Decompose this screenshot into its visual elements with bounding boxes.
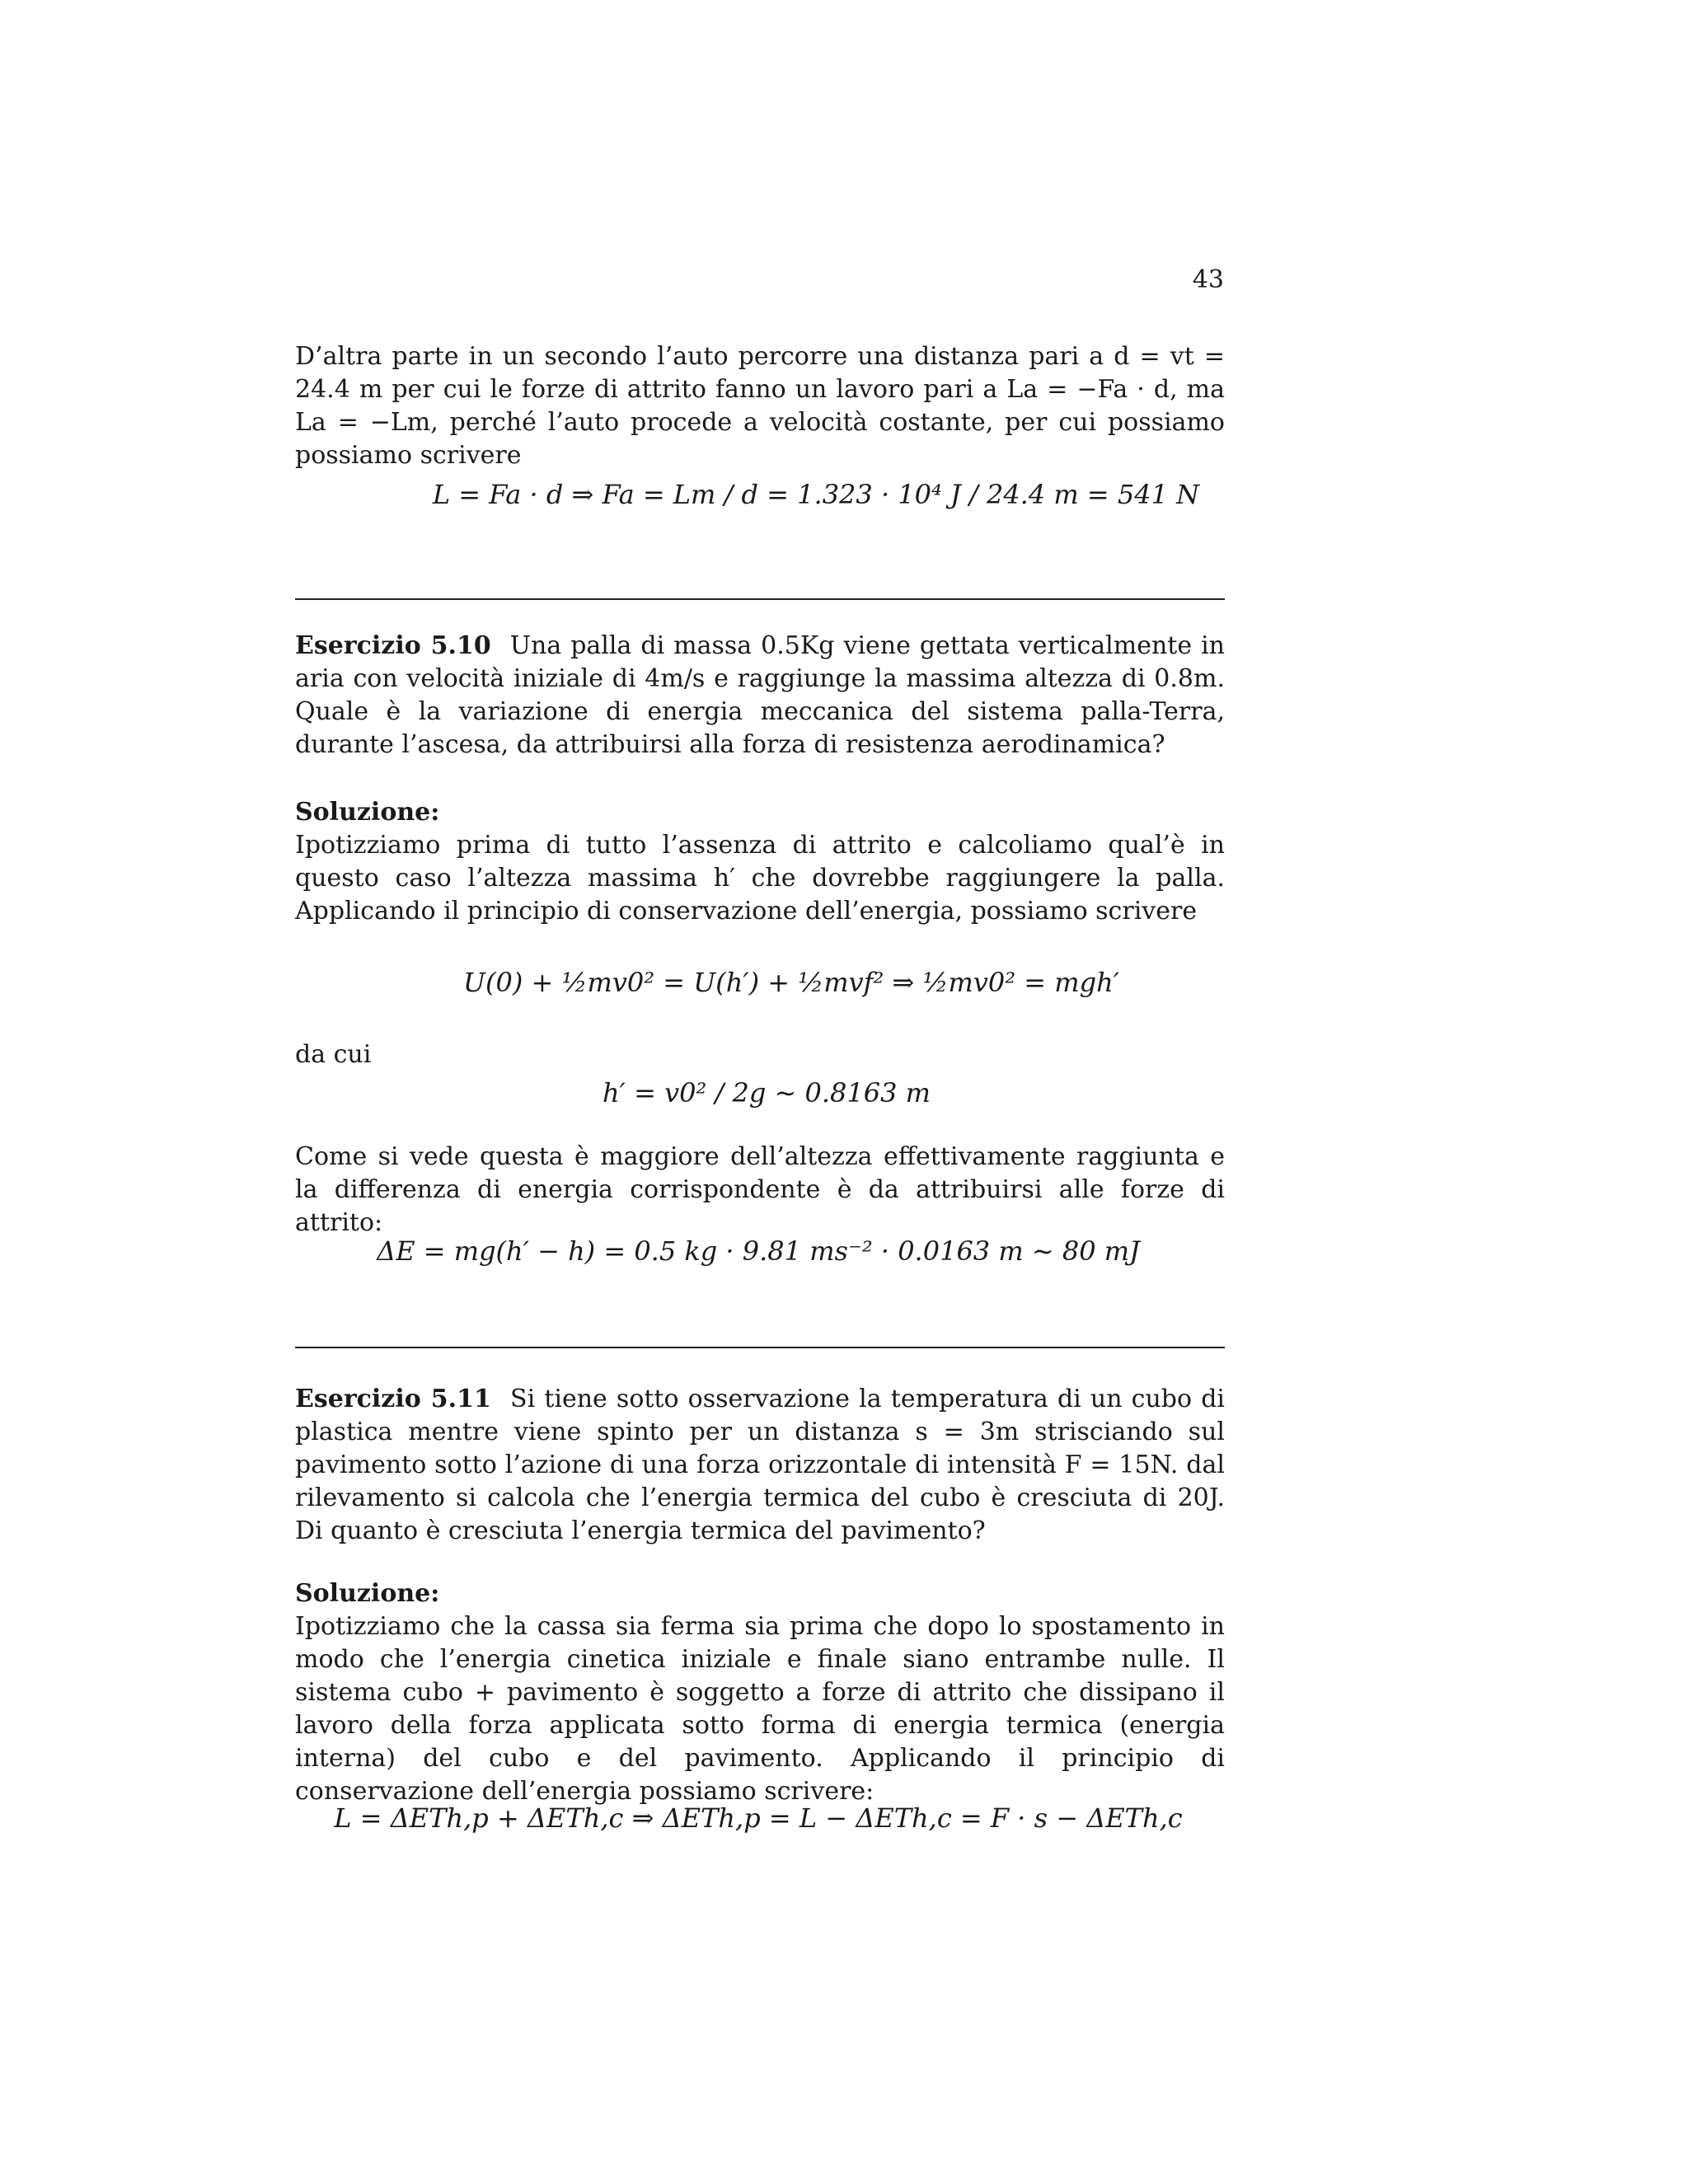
exercise-5-11 [295,1383,1225,1548]
exercise-text: Una palla di massa 0.5Kg viene gettata verticalmente in aria con velocità iniziale di 4m/s e raggiunge la massima altezza di 0.8m. Quale è la variazione di energia meccanica del sistema palla-Terra, durante l’ascesa, da attribuirsi alla forza di resistenza aerodinamica? [295,631,1225,759]
equation-force: L = Fa · d ⇒ Fa = Lm / d = 1.323 · 10⁴ J / 24.4 m = 541 N [432,479,1200,510]
solution-paragraph: Come si vede questa è maggiore dell’altezza effettivamente raggiunta e la differenza di energia corrispondente è da attribuirsi alle forze di attrito: [295,1142,1225,1237]
exercise-text: Si tiene sotto osservazione la temperatura di un cubo di plastica mentre viene spinto per un distanza s = 3m strisciando sul pavimento sotto l’azione di una forza orizzontale di intensità F = 15N. dal rilevamento si calcola che l’energia termica del cubo è cresciuta di 20J. Di quanto è cresciuta l’energia termica del pavimento? [295,1385,1225,1545]
section-divider [295,1347,1225,1348]
equation-delta-energy: ΔE = mg(h′ − h) = 0.5 kg · 9.81 ms⁻² · 0.0163 m ∼ 80 mJ [377,1235,1140,1267]
exercise-label: Esercizio 5.11 [295,1385,491,1413]
paragraph-text: D’altra parte in un secondo l’auto percorre una distanza pari a d = vt = 24.4 m per cui le forze di attrito fanno un lavoro pari a La = −Fa · d, ma La = −Lm, perché l’auto procede a velocità costante, per cui possiamo possiamo scrivere [295,342,1225,470]
da-cui-text: da cui [295,1040,372,1069]
solution-paragraph: Ipotizziamo prima di tutto l’assenza di attrito e calcoliamo qual’è in questo caso l’altezza massima h′ che dovrebbe raggiungere la palla. Applicando il principio di conservazione dell’energia, possiamo scrivere [295,831,1225,926]
equation-energy-conservation: U(0) + ½mv0² = U(h′) + ½mvf² ⇒ ½mv0² = mgh′ [463,967,1119,998]
solution-5-10 [295,796,1225,928]
exercise-statement [295,1383,1225,1548]
solution-label: Soluzione: [295,1579,440,1608]
solution-label: Soluzione: [295,798,440,827]
exercise-label: Esercizio 5.10 [295,631,491,660]
exercise-statement [295,630,1225,762]
equation-height: h′ = v0² / 2g ∼ 0.8163 m [603,1077,931,1108]
paragraph-intro [295,340,1225,472]
exercise-5-10 [295,630,1225,762]
solution-paragraph: Ipotizziamo che la cassa sia ferma sia prima che dopo lo spostamento in modo che l’energia cinetica iniziale e finale siano entrambe nulle. Il sistema cubo + pavimento è soggetto a forze di attrito che dissipano il lavoro della forza applicata sotto forma di energia termica (energia interna) del cubo e del pavimento. Applicando il principio di conservazione dell’energia possiamo scrivere: [295,1612,1225,1806]
page-number: 43 [1192,265,1224,294]
section-divider [295,598,1225,600]
equation-thermal-energy: L = ΔETh,p + ΔETh,c ⇒ ΔETh,p = L − ΔETh,c = F · s − ΔETh,c [334,1802,1183,1834]
solution-5-11 [295,1577,1225,1808]
solution-5-10-continued [295,1141,1225,1240]
